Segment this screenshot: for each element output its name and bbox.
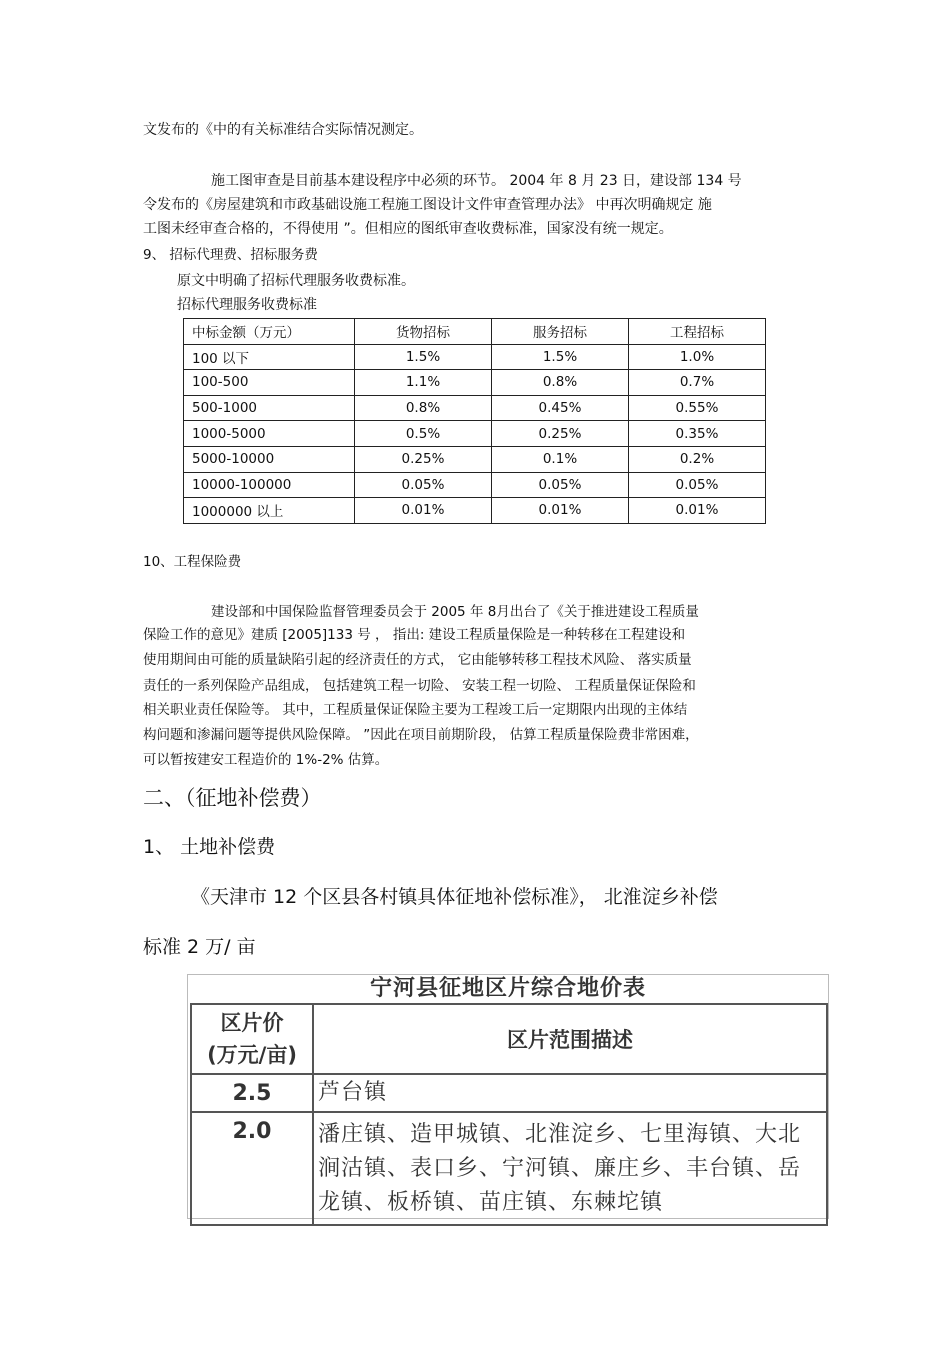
paragraph-line: 相关职业责任保险等。 其中，工程质量保证保险主要为工程竣工后一定期限内出现的主体结 xyxy=(143,702,688,718)
paragraph-line: 建设部和中国保险监督管理委员会于 2005 年 8月出台了《关于推进建设工程质量 xyxy=(211,604,699,620)
table-cell: 0.05% xyxy=(629,472,766,498)
table-cell: 0.05% xyxy=(355,472,492,498)
table-cell: 100 以下 xyxy=(184,344,355,370)
paragraph-line: 文发布的《中的有关标准结合实际情况测定。 xyxy=(143,122,423,138)
table-header-cell: 工程招标 xyxy=(629,319,766,345)
description-line: 龙镇、板桥镇、苗庄镇、东棘坨镇 xyxy=(318,1189,664,1215)
table-row xyxy=(184,370,766,396)
table-cell: 10000-100000 xyxy=(184,472,355,498)
table-row xyxy=(184,421,766,447)
header-price-unit: (万元/亩) xyxy=(207,1043,297,1067)
description-line: 潘庄镇、造甲城镇、北淮淀乡、七里海镇、大北 xyxy=(318,1121,802,1147)
table-cell: 1000000 以上 xyxy=(184,498,355,524)
paragraph-line: 使用期间由可能的质量缺陷引起的经济责任的方式， 它由能够转移工程技术风险、 落实质量 xyxy=(143,652,692,668)
section-heading: 10、工程保险费 xyxy=(143,554,242,570)
description-line: 芦台镇 xyxy=(318,1080,388,1105)
table-cell: 0.45% xyxy=(492,395,629,421)
table-cell: 0.1% xyxy=(492,446,629,472)
paragraph-line: 可以暂按建安工程造价的 1%-2% 估算。 xyxy=(143,752,389,768)
fee-table xyxy=(183,318,766,524)
table-row xyxy=(191,1074,827,1112)
table-cell: 1.1% xyxy=(355,370,492,396)
table-cell: 0.25% xyxy=(492,421,629,447)
table-header-row xyxy=(191,1004,827,1074)
paragraph-line: 标准 2 万/ 亩 xyxy=(143,936,256,958)
description-cell xyxy=(313,1112,827,1225)
table-cell: 0.05% xyxy=(492,472,629,498)
table-header-row xyxy=(184,319,766,345)
paragraph-line: 工图未经审查合格的，不得使用 ”。但相应的图纸审查收费标准，国家没有统一规定。 xyxy=(143,221,673,237)
table-cell: 0.2% xyxy=(629,446,766,472)
table-cell: 0.5% xyxy=(355,421,492,447)
table-cell: 0.01% xyxy=(629,498,766,524)
land-price-table-image xyxy=(187,974,829,1219)
table-cell: 0.8% xyxy=(355,395,492,421)
paragraph-line: 施工图审查是目前基本建设程序中必须的环节。 2004 年 8 月 23 日，建设部 134 号 xyxy=(211,173,742,189)
section-heading: 9、 招标代理费、招标服务费 xyxy=(143,247,318,263)
table-cell: 100-500 xyxy=(184,370,355,396)
paragraph-line: 保险工作的意见》建质 [2005]133 号 ， 指出: 建设工程质量保险是一种转移在工程建设和 xyxy=(143,627,686,643)
table-cell: 1.5% xyxy=(355,344,492,370)
description-cell xyxy=(313,1074,827,1112)
table-cell: 1.5% xyxy=(492,344,629,370)
table-cell: 500-1000 xyxy=(184,395,355,421)
price-cell: 2.0 xyxy=(191,1112,313,1225)
table-cell: 1.0% xyxy=(629,344,766,370)
table-row xyxy=(184,344,766,370)
table-cell: 5000-10000 xyxy=(184,446,355,472)
table-header-cell xyxy=(191,1004,313,1074)
table-cell: 0.01% xyxy=(492,498,629,524)
table-cell: 0.8% xyxy=(492,370,629,396)
chapter-heading: 二、（征地补偿费） xyxy=(143,786,322,810)
table-cell: 0.01% xyxy=(355,498,492,524)
header-price-label: 区片价 xyxy=(220,1011,284,1035)
paragraph-line: 原文中明确了招标代理服务收费标准。 xyxy=(177,273,415,289)
table-cell: 0.7% xyxy=(629,370,766,396)
description-line: 涧沽镇、表口乡、宁河镇、廉庄乡、丰台镇、岳 xyxy=(318,1155,802,1181)
table-row xyxy=(184,395,766,421)
table-header-cell: 服务招标 xyxy=(492,319,629,345)
table-row xyxy=(191,1112,827,1225)
paragraph-line: 责任的一系列保险产品组成， 包括建筑工程一切险、 安装工程一切险、 工程质量保证保险和 xyxy=(143,678,696,694)
table-row xyxy=(184,498,766,524)
table-header-cell: 区片范围描述 xyxy=(313,1004,827,1074)
table-header-cell: 货物招标 xyxy=(355,319,492,345)
table-header-cell: 中标金额（万元） xyxy=(184,319,355,345)
paragraph-line: 令发布的《房屋建筑和市政基础设施工程施工图设计文件审查管理办法》 中再次明确规定 施 xyxy=(143,197,712,213)
land-table-title: 宁河县征地区片综合地价表 xyxy=(369,976,646,1001)
paragraph-line: 《天津市 12 个区县各村镇具体征地补偿标准》， 北淮淀乡补偿 xyxy=(191,886,718,908)
table-row xyxy=(184,472,766,498)
table-cell: 0.35% xyxy=(629,421,766,447)
table-row xyxy=(184,446,766,472)
paragraph-line: 构问题和渗漏问题等提供风险保障。 ”因此在项目前期阶段， 估算工程质量保险费非常困难， xyxy=(143,727,699,743)
table-caption: 招标代理服务收费标准 xyxy=(177,297,317,313)
table-cell: 0.55% xyxy=(629,395,766,421)
section-heading: 1、 土地补偿费 xyxy=(143,836,276,858)
price-cell: 2.5 xyxy=(191,1074,313,1112)
table-cell: 1000-5000 xyxy=(184,421,355,447)
table-cell: 0.25% xyxy=(355,446,492,472)
land-price-table xyxy=(190,1003,828,1226)
